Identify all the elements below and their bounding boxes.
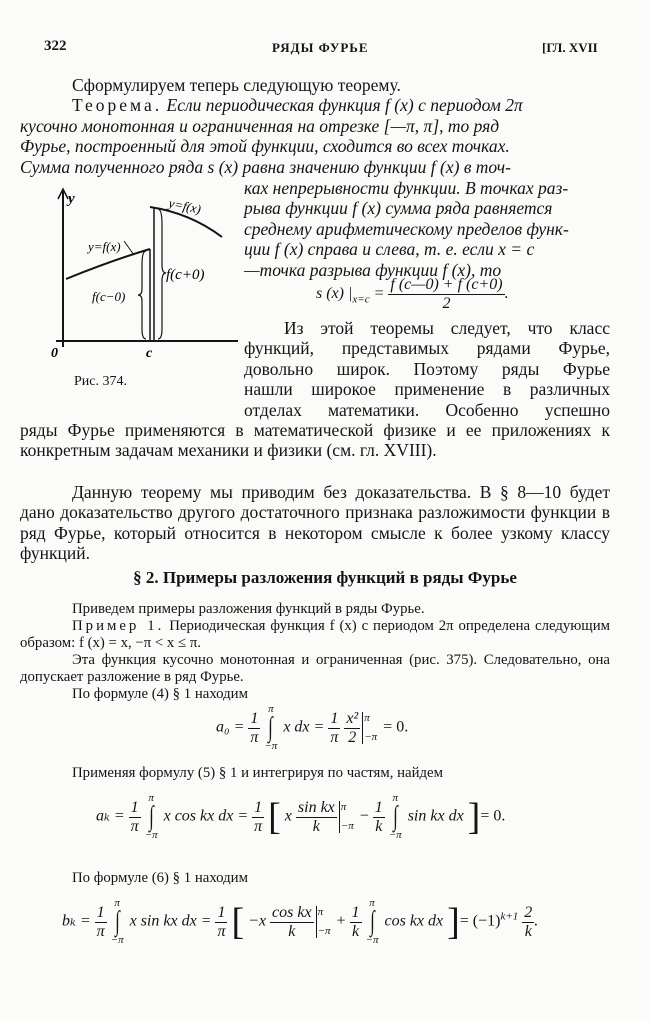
a0-lower: −π [264, 740, 278, 752]
a0-upper: π [268, 703, 274, 715]
jump-eq: = [373, 285, 385, 303]
a0-coef2 [328, 710, 340, 747]
bk-eval-bar [316, 906, 317, 938]
jump-formula [316, 276, 509, 313]
a0-integrand: x dx = [283, 718, 325, 736]
chapter-label: [ГЛ. XVII [542, 40, 598, 55]
ak-k-den: k [375, 817, 383, 835]
consequence-line-4: нашли широкое применение в различных [244, 379, 610, 399]
ak-inner [296, 799, 337, 836]
jump-sub: x=c [352, 293, 370, 306]
a0-x2 [344, 710, 360, 747]
bk-k-num: 1 [351, 903, 360, 921]
intro-line: Сформулируем теперь следующую теорему. [72, 75, 401, 95]
label-c: c [146, 346, 153, 361]
formula6-intro: По формуле (6) § 1 находим [72, 870, 248, 886]
theorem-side-3: среднему арифметическому пределов функ- [244, 219, 569, 239]
ak-eval-bar [339, 801, 340, 833]
a0-coef2-den: π [330, 728, 339, 746]
running-title: РЯДЫ ФУРЬЕ [272, 40, 369, 55]
label-origin: 0 [51, 346, 58, 361]
bk-plus: + [336, 912, 346, 930]
a0-eval-bar [362, 712, 363, 744]
theorem-side-4: ции f (x) справа и слева, т. е. если x = c [244, 239, 535, 259]
ak-upper-2: π [392, 792, 398, 804]
ak-k [373, 799, 385, 836]
bk-integral-2 [366, 898, 379, 946]
a0-integral [264, 704, 277, 752]
a0-eval-limits [364, 713, 377, 743]
integral-sign: ∫ [268, 712, 274, 743]
a0-coef [248, 710, 260, 747]
ak-k-num: 1 [374, 798, 383, 816]
ak-coef2-num: 1 [252, 799, 264, 818]
ak-coef2 [252, 799, 264, 836]
right-brace [158, 209, 166, 339]
bk-result-end: . [534, 912, 539, 930]
bk-integrand: x sin kx dx = [129, 912, 212, 930]
bk-upper-2: π [369, 897, 375, 909]
consequence-rest: ряды Фурье применяются в математической физике и ее приложениях к конкретным задачам механики и физики (см. гл. XVIII). [20, 420, 610, 461]
equation-bk [62, 898, 538, 946]
ak-ev-lower: −π [340, 820, 354, 832]
bk-coef2-num: 1 [215, 904, 227, 923]
page-number: 322 [44, 38, 67, 54]
label-y-axis: y [68, 191, 75, 207]
example-1-label: Пример 1. [72, 618, 165, 634]
a0-coef2-num: 1 [328, 710, 340, 729]
consequence-line-2: функций, представимых рядами Фурье, [244, 338, 610, 358]
ak-integral [145, 793, 158, 841]
example-1-continuation: Эта функция кусочно монотонная и ограниченная (рис. 375). Следовательно, она допускает разложение в ряд Фурье. [20, 652, 610, 685]
label-lower-curve: y=f(x) [88, 239, 121, 254]
bk-ev-lower: −π [317, 925, 331, 937]
a0-x2-num: x² [346, 709, 359, 727]
example-1 [20, 618, 610, 652]
ak-x: x [284, 807, 292, 825]
bk-coef2 [215, 904, 227, 941]
leader-line [124, 241, 134, 255]
integral-sign: ∫ [114, 906, 120, 937]
ak-open-bracket: [ [268, 796, 281, 838]
bk-result-exp: k+1 [500, 910, 519, 923]
ak-integrand-2: sin kx dx [407, 807, 464, 825]
bk-result-pre: = (−1) [459, 912, 501, 930]
ak-integrand: x cos kx dx = [163, 807, 249, 825]
ak-coef-den: π [130, 817, 139, 835]
bk-k-den: k [351, 922, 360, 940]
a0-coef-num: 1 [248, 710, 260, 729]
ak-upper: π [148, 792, 154, 804]
ak-close-bracket: ] [467, 796, 481, 838]
consequence-line-5: отделах математики. Особенно успешно [244, 400, 610, 420]
jump-num: f (c—0) + f (c+0) [390, 276, 503, 293]
ak-lower-2: −π [388, 829, 402, 841]
bk-result-frac [522, 904, 534, 941]
ak-coef-num: 1 [129, 799, 141, 818]
jump-lhs: s (x) | [316, 285, 353, 303]
integral-sign: ∫ [148, 801, 154, 832]
theorem-line-4: Сумма полученного ряда s (x) равна значению функции f (x) в точ- [20, 157, 511, 177]
bk-k [350, 904, 362, 941]
bk-coef-num: 1 [95, 904, 107, 923]
bk-lower-2: −π [365, 934, 379, 946]
section-title: § 2. Примеры разложения функций в ряды Фурье [133, 568, 517, 587]
jump-fraction [388, 276, 504, 313]
bk-coef [95, 904, 107, 941]
a0-ev-upper: π [364, 712, 370, 724]
bk-inner-num: cos kx [272, 903, 312, 921]
ak-coef2-den: π [254, 817, 263, 835]
theorem-line-1 [72, 95, 612, 115]
ak-minus: − [359, 807, 369, 825]
consequence-line-1: Из этой теоремы следует, что класс [284, 318, 610, 338]
ak-lhs: aₖ = [96, 807, 125, 825]
ak-inner-num: sin kx [297, 798, 335, 816]
formula5-intro: Применяя формулу (5) § 1 и интегрируя по частям, найдем [72, 765, 443, 781]
ak-ev-upper: π [340, 801, 347, 813]
bk-lhs: bₖ = [62, 912, 91, 930]
jump-end: . [504, 285, 509, 303]
ak-coef [129, 799, 141, 836]
a0-coef-den: π [250, 728, 259, 746]
formula4-intro: По формуле (4) § 1 находим [72, 686, 248, 702]
bk-open-bracket: [ [231, 901, 245, 943]
jump-den: 2 [442, 295, 451, 312]
ak-result: = 0. [480, 807, 506, 825]
examples-intro: Приведем примеры разложения функций в ряды Фурье. [72, 601, 425, 617]
bk-inner [270, 904, 314, 941]
theorem-text-1: Если периодическая функция f (x) с периодом 2π [166, 95, 523, 115]
theorem-line-2: кусочно монотонная и ограниченная на отрезке [—π, π], то ряд [20, 116, 500, 136]
equation-ak [96, 793, 505, 841]
bk-res-num: 2 [524, 903, 533, 921]
bk-inner-den: k [288, 922, 296, 940]
theorem-label: Теорема. [72, 95, 163, 115]
example-1-text: Периодическая функция f (x) с периодом 2π определена следующим образом: f (x) = x, −π < x ≤ π. [20, 618, 610, 651]
integral-sign: ∫ [369, 906, 375, 937]
bk-integral [111, 898, 124, 946]
theorem-side-1: ках непрерывности функции. В точках раз- [244, 178, 569, 198]
bk-coef-den: π [96, 922, 105, 940]
theorem-line-3: Фурье, построенный для этой функции, сходится во всех точках. [20, 136, 510, 156]
bk-minus-x: −x [248, 912, 267, 930]
bk-ev-upper: π [317, 906, 324, 918]
bk-coef2-den: π [217, 922, 226, 940]
consequence-line-3: довольно широк. Поэтому ряды Фурье [244, 359, 610, 379]
ak-integral-2 [389, 793, 402, 841]
label-right-jump: f(c+0) [166, 267, 205, 283]
no-proof-paragraph: Данную теорему мы приводим без доказательства. В § 8—10 будет дано доказательство другого достаточного признака разложимости функции в ряд Фурье, который относится в некотором смысле к более узкому классу функций. [20, 482, 610, 563]
left-brace [138, 251, 146, 339]
a0-result: = 0. [383, 718, 409, 736]
label-left-jump: f(c−0) [92, 289, 126, 304]
figure-374 [50, 185, 240, 370]
theorem-side-2: рыва функции f (x) сумма ряда равняется [244, 198, 553, 218]
ak-eval-limits [341, 802, 354, 832]
a0-x2-den: 2 [348, 728, 357, 746]
label-upper-curve: y=f(x) [167, 195, 203, 217]
integral-sign: ∫ [392, 801, 398, 832]
bk-lower: −π [110, 934, 124, 946]
theorem-side-5: —точка разрыва функции f (x), то [244, 260, 502, 280]
ak-lower: −π [144, 829, 158, 841]
ak-inner-den: k [312, 817, 320, 835]
equation-a0 [216, 704, 408, 752]
bk-res-den: k [524, 922, 532, 940]
a0-lhs: a₀ = [216, 718, 245, 736]
a0-ev-lower: −π [364, 731, 378, 743]
figure-caption: Рис. 374. [74, 374, 127, 389]
bk-integrand-2: cos kx dx [384, 912, 444, 930]
bk-close-bracket: ] [447, 901, 460, 943]
bk-eval-limits [318, 907, 331, 937]
bk-upper: π [114, 897, 120, 909]
